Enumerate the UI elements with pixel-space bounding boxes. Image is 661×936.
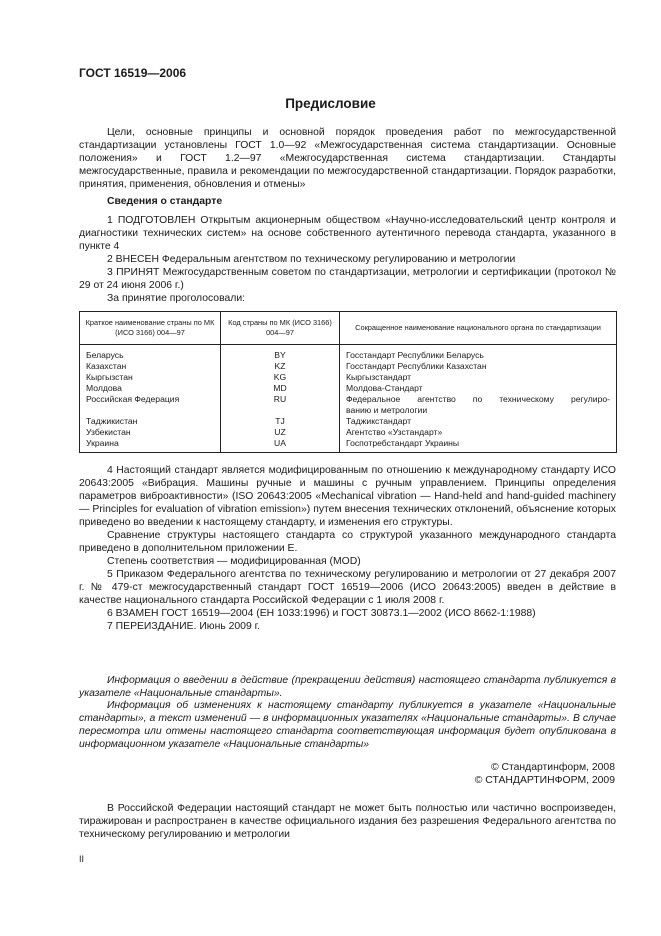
reproduction-notice: В Российской Федерации настоящий стандарт не может быть полностью или частично воспроизведен, тиражирован и распространен в качестве официального издания без разрешения Федерального агентства по техническому регулированию и метрологии bbox=[79, 803, 616, 840]
header-body: Сокращенное наименование национального органа по стандартизации bbox=[355, 323, 601, 332]
item-1-paragraph: 1 ПОДГОТОВЛЕН Открытым акционерным обществом «Научно-исследовательский центр контроля и диагностики технических систем» на основе собственного аутентичного перевода стандарта, указанного в пункте 4 bbox=[79, 215, 616, 252]
table-cell-country: Таджикистан bbox=[86, 416, 138, 426]
table-cell-body: Кыргызстандарт bbox=[346, 372, 412, 382]
table-cell-code: KG bbox=[273, 372, 287, 382]
table-cell-country: Российская Федерация bbox=[86, 394, 180, 404]
conformity-paragraph: Степень соответствия — модифицированная (MOD) bbox=[107, 556, 361, 567]
countries-table bbox=[79, 311, 617, 453]
table-cell-body: Федеральное агентство по техническому регулиро- bbox=[346, 394, 610, 404]
table-header bbox=[80, 312, 616, 345]
copyright-2008: © Стандартинформ, 2008 bbox=[490, 762, 615, 773]
header-country: Краткое наименование страны по МК (ИСО 3166) 004—97 bbox=[80, 312, 221, 344]
table-cell-code: RU bbox=[273, 394, 287, 404]
intro-paragraph: Цели, основные принципы и основной порядок проведения работ по межгосударственной стандартизации установлены ГОСТ 1.0—92 «Межгосударственная система стандартизации. Основные положения» и ГОСТ 1.2—97 «Межгосударственная система стандартизации. Стандарты межгосударственные, правила и рекомендации по межгосударственной стандартизации. Порядок разработки, принятия, применения, обновления и отмены» bbox=[79, 127, 616, 190]
table-cell-body: Госпотребстандарт Украины bbox=[346, 438, 460, 448]
code-column bbox=[221, 345, 340, 452]
item-2-paragraph: 2 ВНЕСЕН Федеральным агентством по техническому регулированию и метрологии bbox=[107, 254, 516, 265]
item-6-paragraph: 6 ВЗАМЕН ГОСТ 16519—2004 (ЕН 1033:1996) и ГОСТ 30873.1—2002 (ИСО 8662-1:1988) bbox=[107, 608, 536, 619]
country-column bbox=[80, 345, 221, 452]
table-cell-country: Украина bbox=[86, 438, 119, 448]
item-3-paragraph: 3 ПРИНЯТ Межгосударственным советом по стандартизации, метрологии и сертификации (протокол № 29 от 24 июня 2006 г.) bbox=[79, 267, 616, 291]
foreword-title: Предисловие bbox=[285, 96, 376, 111]
table-cell-body: Таджикстандарт bbox=[346, 416, 412, 426]
table-cell-country: Кыргызстан bbox=[86, 372, 133, 382]
table-cell-code: KZ bbox=[274, 361, 286, 371]
table-cell-country: Казахстан bbox=[86, 361, 127, 371]
item-7-paragraph: 7 ПЕРЕИЗДАНИЕ. Июнь 2009 г. bbox=[107, 621, 261, 632]
table-cell-country: Молдова bbox=[86, 383, 122, 393]
vote-intro: За принятие проголосовали: bbox=[107, 293, 246, 304]
table-cell-country: Беларусь bbox=[86, 350, 124, 360]
document-code: ГОСТ 16519—2006 bbox=[79, 66, 187, 80]
copyright-2009: © СТАНДАРТИНФОРМ, 2009 bbox=[474, 775, 615, 786]
page-number: II bbox=[79, 854, 85, 864]
info-intro-paragraph: Информация о введении в действие (прекращении действия) настоящего стандарта публикуется в указателе «Национальные стандарты». bbox=[79, 675, 616, 699]
header-code: Код страны по МК (ИСО 3166) 004—97 bbox=[221, 312, 340, 344]
table-cell-body: Агентство «Узстандарт» bbox=[346, 427, 443, 437]
table-body bbox=[80, 345, 616, 452]
table-cell-country: Узбекистан bbox=[86, 427, 131, 437]
table-cell-code: UA bbox=[274, 438, 286, 448]
table-cell-code: MD bbox=[273, 383, 287, 393]
table-cell-body: Молдова-Стандарт bbox=[346, 383, 423, 393]
info-changes-paragraph: Информация об изменениях к настоящему стандарту публикуется в указателе «Национальные стандарты», а текст изменений — в информационных указателях «Национальные стандарты». В случае пересмотра или отмены настоящего стандарта соответствующая информация будет опубликована в информационном указателе «Национальные стандарты» bbox=[79, 700, 616, 750]
table-cell-body: Госстандарт Республики Казахстан bbox=[346, 361, 487, 371]
table-cell-body: ванию и метрологии bbox=[346, 405, 428, 415]
item-4-paragraph: 4 Настоящий стандарт является модифицированным по отношению к международному стандарту ИСО 20643:2005 «Вибрация. Машины ручные и машины с ручным управлением. Принципы определения параметров виброактивности» (ISO 20643:2005 «Mechanical vibration — Hand-held and hand-guided machinery — Principles for evaluation of vibration emission») путем внесения технических отклонений, объяснение которых приведено во введении к настоящему стандарту, и изменения его структуры. bbox=[79, 465, 616, 528]
table-cell-code: UZ bbox=[274, 427, 286, 437]
item-5-paragraph: 5 Приказом Федерального агентства по техническому регулированию и метрологии от 27 декабря 2007 г. № 479-ст межгосударственный стандарт ГОСТ 16519—2006 (ИСО 20643:2005) введен в действие в качестве национального стандарта Российской Федерации с 1 июля 2008 г. bbox=[79, 569, 616, 606]
table-cell-code: TJ bbox=[275, 416, 285, 426]
table-cell-body: Госстандарт Республики Беларусь bbox=[346, 350, 484, 360]
body-column bbox=[340, 345, 616, 452]
comparison-paragraph: Сравнение структуры настоящего стандарта со структурой указанного международного стандарта приведено в дополнительном приложении Е. bbox=[79, 530, 616, 554]
standard-info-heading: Сведения о стандарте bbox=[107, 196, 223, 207]
table-cell-code: BY bbox=[274, 350, 286, 360]
